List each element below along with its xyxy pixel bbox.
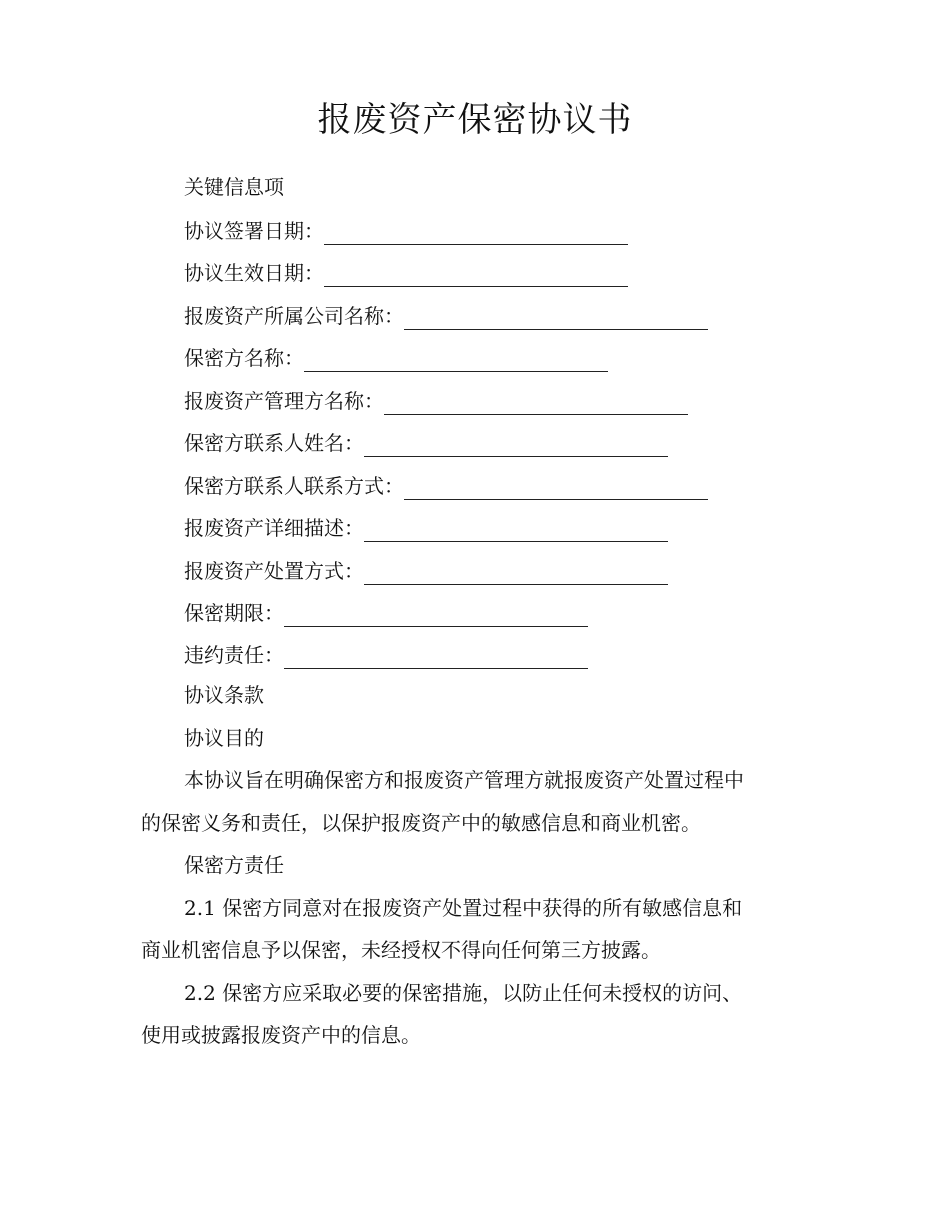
- fill-in-blank: [384, 394, 688, 415]
- field-label: 保密方联系人联系方式：: [184, 474, 404, 498]
- clause-2-2-line-2: 使用或披露报废资产中的信息。: [141, 1023, 421, 1047]
- fill-in-blank: [364, 521, 668, 542]
- field-disposal-method: [184, 557, 668, 585]
- field-label: 报废资产详细描述：: [184, 516, 364, 540]
- terms-heading: 协议条款: [184, 683, 264, 707]
- field-label: 报废资产管理方名称：: [184, 389, 384, 413]
- fill-in-blank: [324, 266, 628, 287]
- fill-in-blank: [404, 479, 708, 500]
- party-responsibility-heading: 保密方责任: [184, 853, 284, 877]
- field-company-name: [184, 302, 708, 330]
- field-label: 协议生效日期：: [184, 261, 324, 285]
- purpose-paragraph-line-2: 的保密义务和责任，以保护报废资产中的敏感信息和商业机密。: [141, 811, 701, 835]
- field-effective-date: [184, 259, 628, 287]
- fill-in-blank: [364, 436, 668, 457]
- field-signing-date: [184, 217, 628, 245]
- field-label: 保密方名称：: [184, 346, 304, 370]
- purpose-heading: 协议目的: [184, 726, 264, 750]
- clause-2-1-line-2: 商业机密信息予以保密，未经授权不得向任何第三方披露。: [141, 938, 661, 962]
- fill-in-blank: [284, 648, 588, 669]
- field-contact-name: [184, 429, 668, 457]
- document-title: 报废资产保密协议书: [317, 100, 633, 140]
- fill-in-blank: [284, 606, 588, 627]
- field-confidential-party-name: [184, 344, 608, 372]
- clause-2-1-line-1: 2.1 保密方同意对在报废资产处置过程中获得的所有敏感信息和: [184, 896, 743, 920]
- field-label: 报废资产处置方式：: [184, 559, 364, 583]
- field-label: 协议签署日期：: [184, 219, 324, 243]
- fill-in-blank: [304, 351, 608, 372]
- fill-in-blank: [324, 224, 628, 245]
- field-label: 保密方联系人姓名：: [184, 431, 364, 455]
- field-label: 保密期限：: [184, 601, 284, 625]
- field-label: 违约责任：: [184, 643, 284, 667]
- clause-2-2-line-1: 2.2 保密方应采取必要的保密措施，以防止任何未授权的访问、: [184, 981, 743, 1005]
- field-confidentiality-period: [184, 599, 588, 627]
- field-asset-description: [184, 514, 668, 542]
- field-breach-liability: [184, 641, 588, 669]
- key-info-heading: 关键信息项: [184, 175, 284, 199]
- field-contact-method: [184, 472, 708, 500]
- fill-in-blank: [404, 309, 708, 330]
- purpose-paragraph-line-1: 本协议旨在明确保密方和报废资产管理方就报废资产处置过程中: [184, 768, 744, 792]
- field-asset-manager-name: [184, 387, 688, 415]
- fill-in-blank: [364, 564, 668, 585]
- field-label: 报废资产所属公司名称：: [184, 304, 404, 328]
